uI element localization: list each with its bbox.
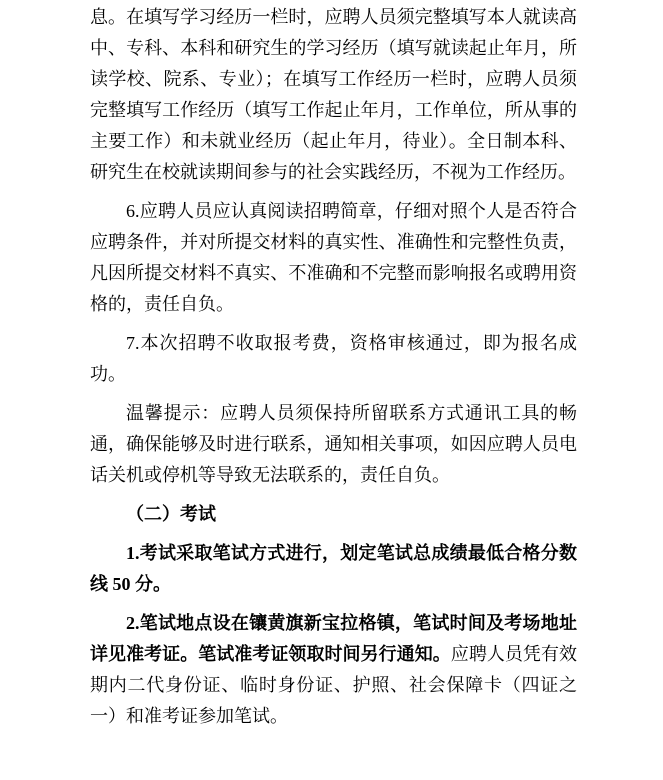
exam-item-2-regular-run: 应聘人员凭有效期内二代身份证、临时身份证、护照、社会保障卡（四证之一）和准考证参加笔试。 bbox=[90, 644, 578, 726]
paragraph-resume-filling-instructions: 息。在填写学习经历一栏时，应聘人员须完整填写本人就读高中、专科、本科和研究生的学习经历（填写就读起止年月，所读学校、院系、专业）；在填写工作经历一栏时，应聘人员须完整填写工作经历（填写工作起止年月，工作单位，所从事的主要工作）和未就业经历（起止年月，待业）。全日制本科、研究生在校就读期间参与的社会实践经历，不视为工作经历。 bbox=[90, 7, 577, 182]
paragraph-exam-item-1-written-test: 1.考试采取笔试方式进行，划定笔试总成绩最低合格分数线 50 分。 bbox=[90, 543, 577, 594]
paragraph-exam-item-2-location bbox=[90, 608, 577, 732]
paragraph-item-7-no-fee: 7.本次招聘不收取报考费，资格审核通过，即为报名成功。 bbox=[90, 333, 577, 384]
exam-item-2-bold-run: 2.笔试地点设在镶黄旗新宝拉格镇，笔试时间及考场地址详见准考证。笔试准考证领取时间另行通知。 bbox=[90, 613, 577, 664]
paragraph-warm-tip: 温馨提示：应聘人员须保持所留联系方式通讯工具的畅通，确保能够及时进行联系，通知相关事项，如因应聘人员电话关机或停机等导致无法联系的，责任自负。 bbox=[90, 403, 577, 485]
section-heading-exam: （二）考试 bbox=[126, 504, 216, 524]
paragraph-item-6-read-announcement: 6.应聘人员应认真阅读招聘简章，仔细对照个人是否符合应聘条件，并对所提交材料的真实性、准确性和完整性负责，凡因所提交材料不真实、不准确和不完整而影响报名或聘用资格的，责任自负。 bbox=[90, 201, 577, 314]
